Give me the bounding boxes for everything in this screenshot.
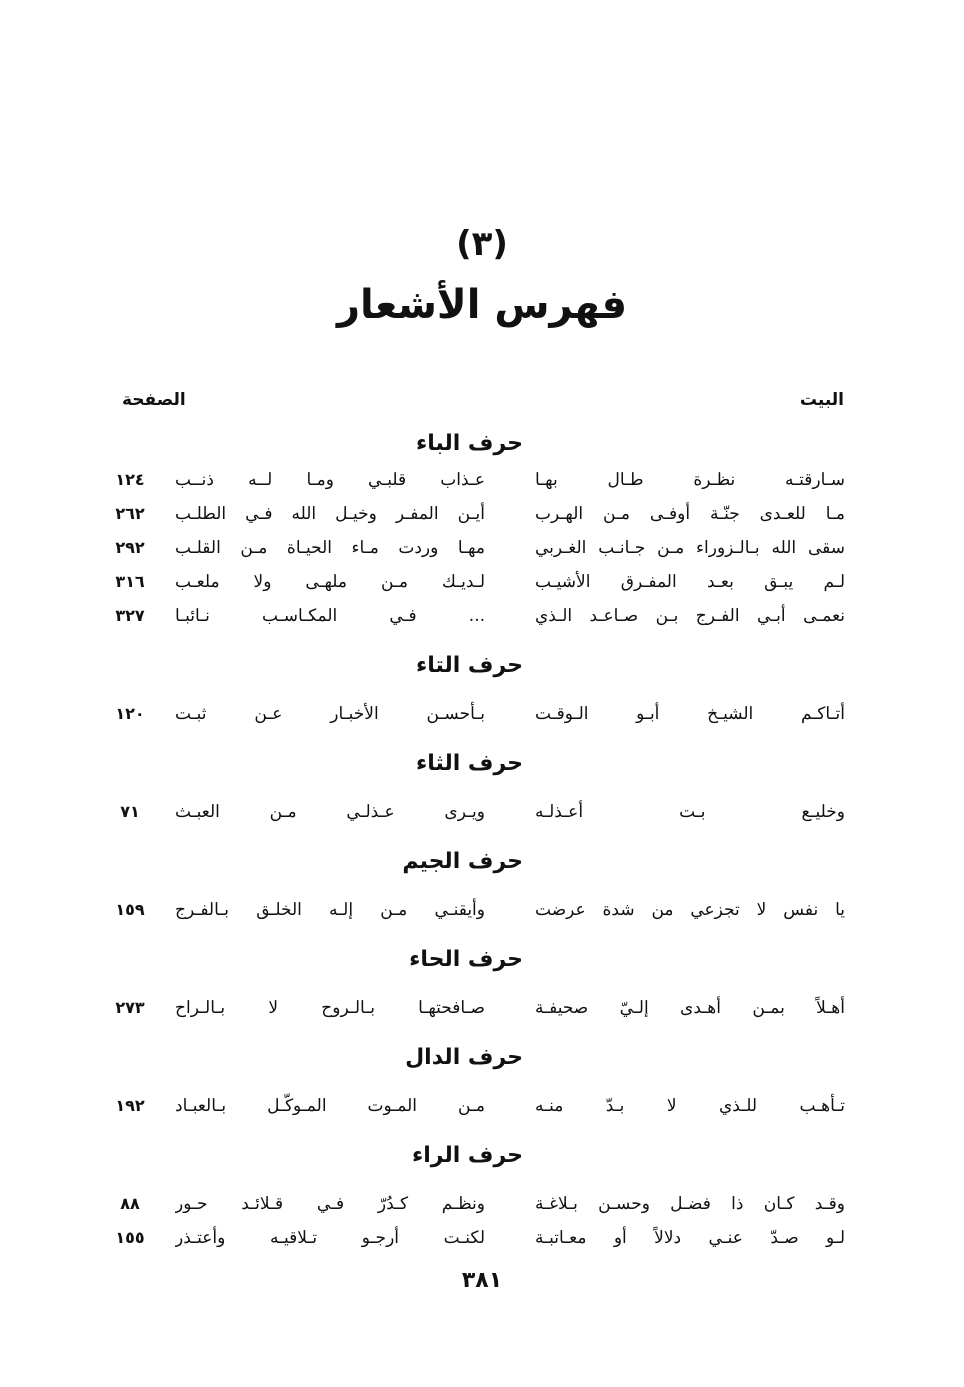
verse-page-number: ١٥٥	[115, 1228, 145, 1247]
verse-second-hemistich: مـن المـوت المـوكّـل بـالعبـاد	[175, 1096, 485, 1116]
verse-page-number: ١٢٤	[115, 470, 145, 489]
verse-first-hemistich: نعمـى أبـي الفـرج بـن صـاعـد الـذي	[535, 606, 845, 626]
section-gap	[100, 1025, 845, 1039]
verse-row	[100, 497, 845, 531]
section-title: حرف الحاء	[409, 947, 523, 972]
verse-second-hemistich: ونظـم كـدُرّ فـي قـلائـد حـور	[175, 1194, 485, 1214]
verse-second-hemistich: ويـرى عـذلـي مـن العبـث	[175, 802, 485, 822]
verse-second-hemistich: بـأحسـن الأخبـار عـن ثبـت	[175, 704, 485, 724]
verse-page-number: ٢٦٢	[115, 504, 145, 523]
section-title: حرف الثاء	[415, 751, 523, 776]
verse-first-hemistich: سـارقتـه نظـرة طـال بهـا	[535, 470, 845, 490]
section-gap	[100, 731, 845, 745]
column-header-verse: البيت	[799, 390, 844, 410]
verse-first-hemistich: مـا للعـدى جنّـة أوفـى مـن الهـرب	[535, 504, 845, 524]
section-title: حرف التاء	[415, 653, 523, 678]
verse-page-number: ٢٩٢	[115, 538, 145, 557]
section-gap	[100, 633, 845, 647]
verse-second-hemistich: لـديـك مـن ملهـى ولا ملعـب	[175, 572, 485, 592]
verse-page-number: ١٩٢	[115, 1096, 145, 1115]
verse-row	[100, 1221, 845, 1255]
verse-page-number: ١٢٠	[115, 704, 145, 723]
verse-first-hemistich: وخليـع بـت أعـذلـه	[535, 802, 845, 822]
verse-page-number: ٣٢٧	[115, 606, 145, 625]
verse-second-hemistich: لكنـت أرجـو تـلاقيـه وأعتـذر	[175, 1228, 485, 1248]
section-title: حرف الدال	[405, 1045, 523, 1070]
verse-second-hemistich: ... فـي المكـاسـب نـائبـا	[175, 606, 485, 626]
verse-row	[100, 697, 845, 731]
verse-first-hemistich: وقـد كـان ذا فضـل وحسـن بـلاغـة	[535, 1194, 845, 1214]
verse-first-hemistich: أهـلاً بمـن أهـدى إلـيّ صحيفـة	[535, 998, 845, 1018]
verse-second-hemistich: صـافحتهـا بـالـروح لا بـالـراح	[175, 998, 485, 1018]
verse-page-number: ٨٨	[120, 1194, 140, 1213]
page-number: ٣٨١	[461, 1268, 503, 1293]
section-gap	[100, 927, 845, 941]
verse-first-hemistich: لـو صـدّ عنـي دلالاً أو معـاتبـة	[535, 1228, 845, 1248]
verse-row	[100, 1089, 845, 1123]
verse-page-number: ٣١٦	[115, 572, 145, 591]
verse-row	[100, 893, 845, 927]
verse-first-hemistich: لـم يبـق بعـد المفـرق الأشيـب	[535, 572, 845, 592]
verse-first-hemistich: أتـاكـم الشيـخ أبـو الـوقـت	[535, 704, 845, 724]
verse-second-hemistich: عـذاب قلبـي ومـا لــه ذنــب	[175, 470, 485, 490]
verse-row	[100, 531, 845, 565]
verse-page-number: ٧١	[120, 802, 140, 821]
page-title: فهرس الأشعار	[336, 282, 628, 328]
section-title: حرف الجيم	[402, 849, 523, 874]
verse-row	[100, 1187, 845, 1221]
verse-first-hemistich: يا نفس لا تجزعي من شدة عرضت	[535, 900, 845, 920]
section-title: حرف الباء	[415, 431, 523, 456]
verse-page-number: ١٥٩	[115, 900, 145, 919]
index-number: (٣)	[456, 224, 508, 264]
column-header-page: الصفحة	[122, 390, 186, 410]
verse-row	[100, 565, 845, 599]
section-gap	[100, 829, 845, 843]
verse-row	[100, 463, 845, 497]
verse-second-hemistich: أيـن المفـر وخيـل الله فـي الطلـب	[175, 504, 485, 524]
section-gap	[100, 1123, 845, 1137]
verse-page-number: ٢٧٣	[115, 998, 145, 1017]
verse-row	[100, 991, 845, 1025]
verse-row	[100, 795, 845, 829]
section-title: حرف الراء	[411, 1143, 523, 1168]
verse-first-hemistich: سقى الله بـالـزوراء مـن جـانـب الغـربي	[535, 538, 845, 558]
poetry-index-list	[100, 425, 845, 1255]
verse-first-hemistich: تـأهـب للـذي لا بـدّ منـه	[535, 1096, 845, 1116]
verse-row	[100, 599, 845, 633]
verse-second-hemistich: مهـا وردت مـاء الحيـاة مـن القلـب	[175, 538, 485, 558]
verse-second-hemistich: وأيقنـي مـن إلـه الخلـق بـالفـرج	[175, 900, 485, 920]
